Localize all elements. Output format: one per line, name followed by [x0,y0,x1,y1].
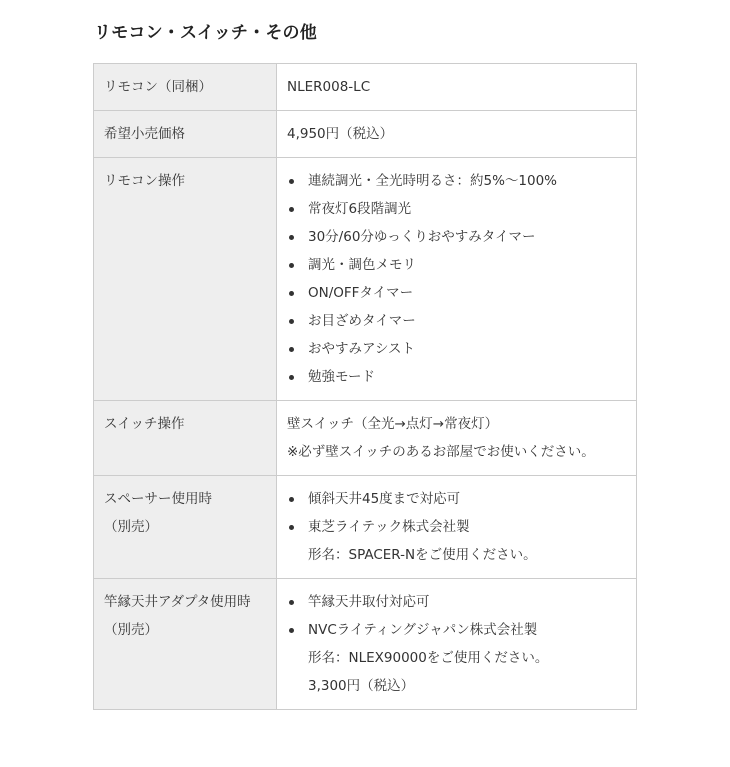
list-item: 連続調光・全光時明るさ：約5%〜100% [287,167,626,195]
list-item: 調光・調色メモリ [287,251,626,279]
row-value-switch-ops [277,401,637,476]
row-label-price: 希望小売価格 [94,111,277,158]
switch-ops-note: ※必ず壁スイッチのあるお部屋でお使いください。 [287,444,595,460]
row-value-adapter [277,579,637,710]
table-row-remote [94,64,637,111]
table-row-price [94,111,637,158]
adapter-model-note: 形名：NLEX90000をご使用ください。 [308,650,549,666]
row-value-spacer [277,476,637,579]
spec-table [93,63,637,710]
adapter-label-text: 竿縁天井アダプタ使用時 [104,594,251,610]
row-label-remote-ops: リモコン操作 [94,158,277,401]
list-item: ON/OFFタイマー [287,279,626,307]
adapter-price-note: 3,300円（税込） [308,678,415,694]
table-row-switch-ops [94,401,637,476]
list-item: 30分/60分ゆっくりおやすみタイマー [287,223,626,251]
adapter-label-note: （別売） [104,622,158,638]
list-item: NVCライティングジャパン株式会社製 [287,616,626,644]
list-item: 常夜灯6段階調光 [287,195,626,223]
row-value-price: 4,950円（税込） [277,111,637,158]
spacer-model-note: 形名：SPACER-Nをご使用ください。 [308,547,537,563]
adapter-list [287,588,626,644]
spacer-label-text: スペーサー使用時 [104,491,212,507]
section-title: リモコン・スイッチ・その他 [94,23,317,43]
table-row-spacer [94,476,637,579]
switch-ops-text: 壁スイッチ（全光→点灯→常夜灯） [287,416,499,432]
remote-ops-list [287,167,626,391]
spacer-list [287,485,626,541]
row-value-remote-ops [277,158,637,401]
row-label-spacer [94,476,277,579]
row-label-remote: リモコン（同梱） [94,64,277,111]
list-item: 竿縁天井取付対応可 [287,588,626,616]
list-item: 傾斜天井45度まで対応可 [287,485,626,513]
table-row-adapter [94,579,637,710]
row-label-switch-ops: スイッチ操作 [94,401,277,476]
list-item: 東芝ライテック株式会社製 [287,513,626,541]
list-item: 勉強モード [287,363,626,391]
list-item: お目ざめタイマー [287,307,626,335]
row-value-remote-model: NLER008-LC [277,64,637,111]
spacer-label-note: （別売） [104,519,158,535]
row-label-adapter [94,579,277,710]
list-item: おやすみアシスト [287,335,626,363]
table-row-remote-ops [94,158,637,401]
